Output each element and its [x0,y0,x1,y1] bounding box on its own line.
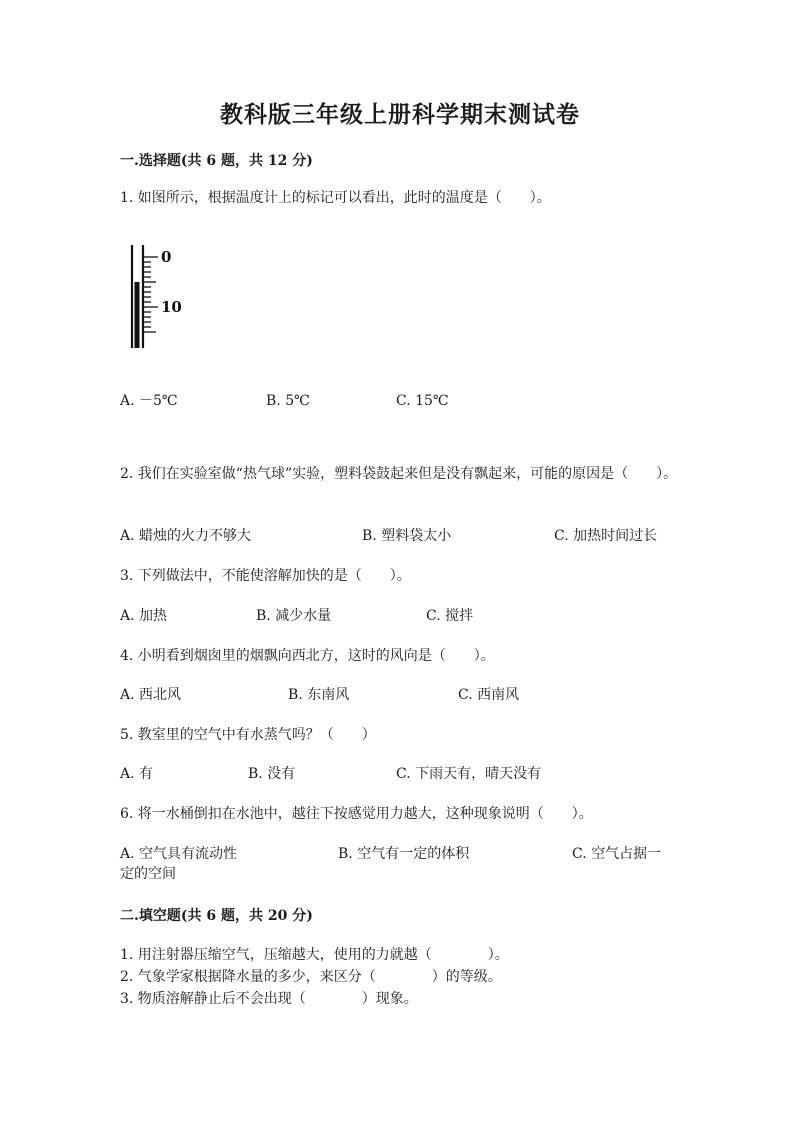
question-6-options-wrap [120,863,680,885]
question-5-options [120,763,680,785]
thermometer-liquid-column [135,282,140,348]
question-3-option-c[interactable]: C. 搅拌 [426,608,474,624]
question-4-text: 4. 小明看到烟囱里的烟飘向西北方，这时的风向是（ ）。 [120,648,495,664]
thermometer-scale [143,257,158,332]
question-3-options [120,605,680,627]
question-1-option-c[interactable]: C. 15℃ [396,393,449,409]
fill-question-3-text: 3. 物质溶解静止后不会出现（ ）现象。 [120,991,418,1007]
fill-question-1-text: 1. 用注射器压缩空气，压缩越大，使用的力就越（ ）。 [120,947,509,963]
question-5-option-b[interactable]: B. 没有 [248,766,296,782]
question-2-options [120,525,680,547]
question-1-option-a[interactable]: A. －5℃ [120,393,178,409]
question-6-option-b[interactable]: B. 空气有一定的体积 [338,846,470,862]
question-3-option-a[interactable]: A. 加热 [120,608,168,624]
question-2-option-c[interactable]: C. 加热时间过长 [554,528,658,544]
question-2-option-b[interactable]: B. 塑料袋太小 [362,528,452,544]
question-6-options [120,843,680,865]
question-5-option-c[interactable]: C. 下雨天有，晴天没有 [396,766,542,782]
question-6-option-a[interactable]: A. 空气具有流动性 [120,846,238,862]
thermometer-figure [128,242,198,354]
question-4-option-b[interactable]: B. 东南风 [288,687,350,703]
question-1-options [120,390,680,412]
question-3-option-b[interactable]: B. 减少水量 [256,608,332,624]
question-3-text: 3. 下列做法中，不能使溶解加快的是（ ）。 [120,568,411,584]
question-6-text: 6. 将一水桶倒扣在水池中，越往下按感觉用力越大，这种现象说明（ ）。 [120,806,593,822]
question-4-option-c[interactable]: C. 西南风 [458,687,520,703]
section-heading-choice: 一.选择题(共 6 题，共 12 分) [120,153,313,169]
question-2-option-a[interactable]: A. 蜡烛的火力不够大 [120,528,252,544]
question-4-option-a[interactable]: A. 西北风 [120,687,182,703]
page-title: 教科版三年级上册科学期末测试卷 [220,101,580,128]
section-heading-fill: 二.填空题(共 6 题，共 20 分) [120,908,313,924]
fill-question-2-text: 2. 气象学家根据降水量的多少，来区分（ ）的等级。 [120,969,502,985]
thermometer-label-0: 0 [161,248,172,266]
question-1-text: 1. 如图所示，根据温度计上的标记可以看出，此时的温度是（ ）。 [120,190,551,206]
question-4-options [120,684,680,706]
question-1-option-b[interactable]: B. 5℃ [266,393,310,409]
question-6-option-c-continued: 定的空间 [120,866,176,882]
question-5-text: 5. 教室里的空气中有水蒸气吗？（ ） [120,727,376,743]
thermometer-label-10: 10 [161,298,182,316]
question-5-option-a[interactable]: A. 有 [120,766,154,782]
question-6-option-c[interactable]: C. 空气占据一 [572,846,662,862]
question-2-text: 2. 我们在实验室做“热气球”实验，塑料袋鼓起来但是没有飘起来，可能的原因是（ ）。 [120,466,678,482]
